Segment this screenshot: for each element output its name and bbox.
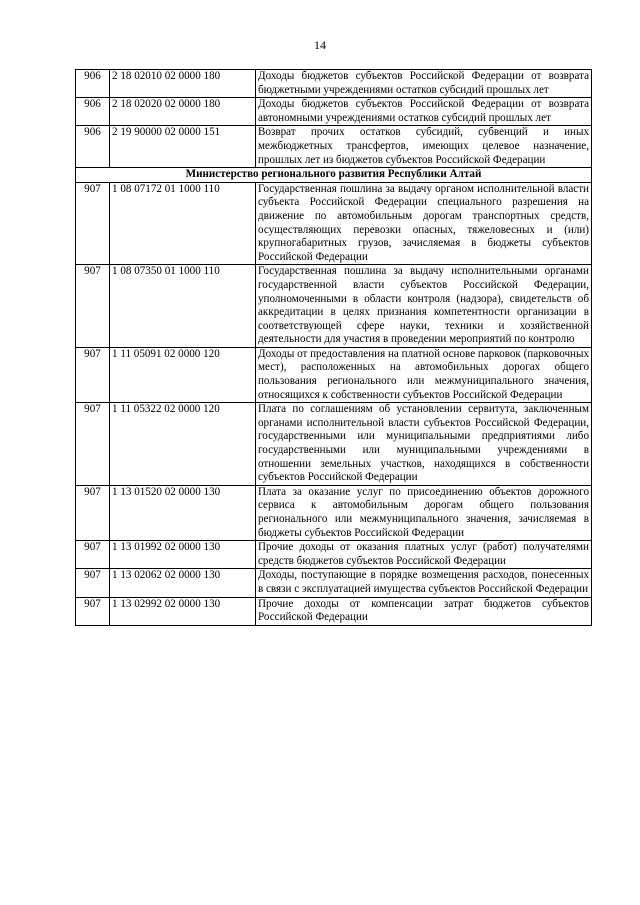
revenue-description: Государственная пошлина за выдачу органом исполнительной власти субъекта Российской Федерации специального разрешения на движение по автомобильным дорогам транспортных средств, осуществляющих перевозки опасных, тяжеловесных и (или) крупногабаритных грузов, зачисляемая в бюджеты субъектов Российской Федерации [256,182,592,265]
revenue-description: Доходы, поступающие в порядке возмещения расходов, понесенных в связи с эксплуатацией имущества субъектов Российской Федерации [256,569,592,597]
revenue-code: 1 11 05322 02 0000 120 [110,403,256,486]
table-row [76,403,592,486]
table-row [76,98,592,126]
revenue-code: 1 11 05091 02 0000 120 [110,347,256,402]
table-row [76,569,592,597]
administrator-code: 906 [76,126,110,168]
revenue-description: Плата по соглашениям об установлении сервитута, заключенным органами исполнительной власти субъектов Российской Федерации, государственными или муниципальными предприятиями либо государственными или муниципальными учреждениями в отношении земельных участков, находящихся в собственности субъектов Российской Федерации [256,403,592,486]
table-row [76,182,592,265]
table-body [76,70,592,626]
table-row [76,265,592,348]
administrator-code: 907 [76,597,110,625]
administrator-code: 907 [76,569,110,597]
administrator-code: 907 [76,403,110,486]
table-row [76,597,592,625]
revenue-description: Доходы бюджетов субъектов Российской Федерации от возврата автономными учреждениями остатков субсидий прошлых лет [256,98,592,126]
administrator-code: 907 [76,182,110,265]
revenue-description: Прочие доходы от компенсации затрат бюджетов субъектов Российской Федерации [256,597,592,625]
administrator-code: 907 [76,265,110,348]
revenue-code: 1 08 07172 01 1000 110 [110,182,256,265]
section-title: Министерство регионального развития Республики Алтай [76,168,592,183]
revenue-code: 2 18 02020 02 0000 180 [110,98,256,126]
revenue-code: 1 13 02062 02 0000 130 [110,569,256,597]
revenue-description: Доходы от предоставления на платной основе парковок (парковочных мест), расположенных на автомобильных дорогах общего пользования регионального или межмуниципального значения, относящихся к собственности субъектов Российской Федерации [256,347,592,402]
administrator-code: 907 [76,347,110,402]
revenue-code: 2 19 90000 02 0000 151 [110,126,256,168]
administrator-code: 907 [76,485,110,540]
revenue-description: Возврат прочих остатков субсидий, субвенций и иных межбюджетных трансфертов, имеющих целевое назначение, прошлых лет из бюджетов субъектов Российской Федерации [256,126,592,168]
administrator-code: 907 [76,541,110,569]
revenue-code: 1 08 07350 01 1000 110 [110,265,256,348]
revenue-code: 1 13 01992 02 0000 130 [110,541,256,569]
table-row [76,541,592,569]
revenue-description: Доходы бюджетов субъектов Российской Федерации от возврата бюджетными учреждениями остатков субсидий прошлых лет [256,70,592,98]
table-row [76,70,592,98]
revenue-code: 1 13 02992 02 0000 130 [110,597,256,625]
revenue-description: Прочие доходы от оказания платных услуг (работ) получателями средств бюджетов субъектов Российской Федерации [256,541,592,569]
revenue-codes-table [75,69,592,626]
administrator-code: 906 [76,98,110,126]
table-row [76,485,592,540]
revenue-code: 2 18 02010 02 0000 180 [110,70,256,98]
revenue-code: 1 13 01520 02 0000 130 [110,485,256,540]
revenue-description: Государственная пошлина за выдачу исполнительными органами государственной власти субъектов Российской Федерации, уполномоченными в области контроля (надзора), свидетельств об аккредитации в целях признания компетентности организации в соответствующей сфере науки, техники и хозяйственной деятельности для участия в проведении мероприятий по контролю [256,265,592,348]
revenue-description: Плата за оказание услуг по присоединению объектов дорожного сервиса к автомобильным дорогам общего пользования регионального или межмуниципального значения, зачисляемая в бюджеты субъектов Российской Федерации [256,485,592,540]
table-row [76,126,592,168]
administrator-code: 906 [76,70,110,98]
page-number: 14 [314,38,326,52]
table-row [76,347,592,402]
section-header-row [76,168,592,183]
